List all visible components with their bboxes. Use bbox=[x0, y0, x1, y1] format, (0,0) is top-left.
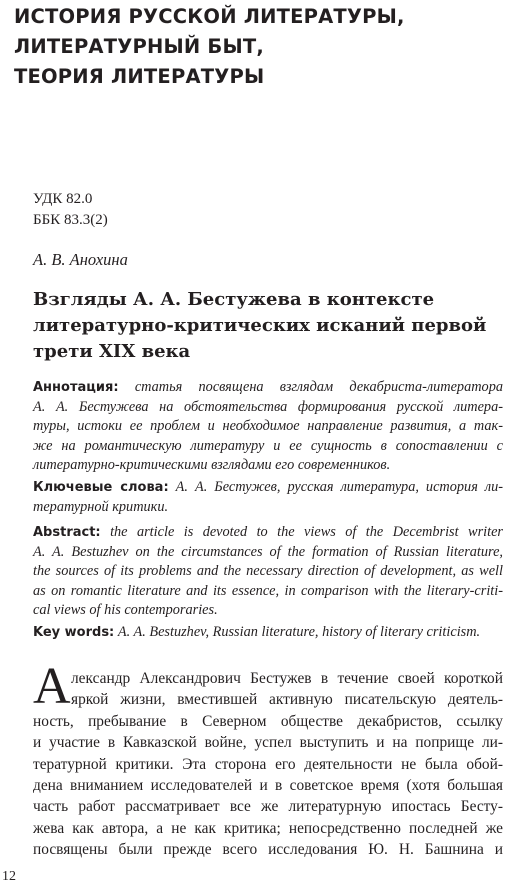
body-line: тературной критики. Эта сторона его деятельности не была обой- bbox=[33, 755, 503, 773]
keywords-en-text: A. A. Bestuzhev, Russian literature, history of literary criticism. bbox=[117, 624, 481, 640]
body-line: посвящены были прежде всего исследования Ю. Н. Башнина и bbox=[33, 841, 503, 859]
abstract-en-text: the article is devoted to the views of the Decembrist writer bbox=[110, 524, 503, 540]
abstract-en-line: as on romantic literature and its essence, in comparison with the literary-criti- bbox=[33, 582, 503, 599]
section-heading-line: ИСТОРИЯ РУССКОЙ ЛИТЕРАТУРЫ, bbox=[14, 5, 405, 28]
annotation-line: А. А. Бестужева на обстоятельства формирования русской литера- bbox=[33, 398, 503, 415]
page-number: 12 bbox=[2, 869, 16, 884]
udk-code: УДК 82.0 bbox=[33, 191, 93, 207]
keywords-ru bbox=[33, 478, 503, 517]
annotation-ru bbox=[33, 378, 503, 476]
article-title bbox=[33, 287, 503, 365]
body-line: и участие в Кавказской войне, успел выступить и на поприще ли- bbox=[33, 734, 503, 752]
abstract-en-line: cal views of his contemporaries. bbox=[33, 602, 218, 619]
annotation-label: Аннотация: bbox=[33, 380, 119, 395]
section-heading bbox=[14, 2, 494, 92]
abstract-en bbox=[33, 523, 503, 621]
abstract-en-line: the sources of its problems and the necessary direction of development, as well bbox=[33, 563, 503, 580]
article-title-line: литературно-критических исканий первой bbox=[33, 315, 487, 336]
abstract-en-line bbox=[33, 523, 503, 543]
section-heading-line: ТЕОРИЯ ЛИТЕРАТУРЫ bbox=[14, 65, 265, 88]
drop-cap: А bbox=[33, 658, 71, 715]
bbk-code: ББК 83.3(2) bbox=[33, 212, 108, 228]
author-name: А. В. Анохина bbox=[33, 250, 128, 269]
keywords-ru-line bbox=[33, 478, 503, 498]
body-line: жева как автора, а не как критика; непосредственно последней же bbox=[33, 819, 503, 837]
annotation-line: литературно-критическими взглядами его современников. bbox=[33, 457, 391, 474]
body-paragraph bbox=[33, 668, 503, 861]
abstract-en-label: Abstract: bbox=[33, 525, 101, 540]
keywords-en-label: Key words: bbox=[33, 625, 115, 640]
keywords-ru-text: А. А. Бестужев, русская литература, история ли- bbox=[175, 479, 503, 495]
keywords-en bbox=[33, 623, 503, 643]
section-heading-line: ЛИТЕРАТУРНЫЙ БЫТ, bbox=[14, 35, 264, 58]
body-line: дена вниманием исследователей и в советское время (хотя большая bbox=[33, 777, 503, 795]
keywords-ru-line: тературной критики. bbox=[33, 498, 169, 515]
body-line: яркой жизни, вместившей активную писательскую деятель- bbox=[71, 691, 503, 709]
classification-codes bbox=[33, 189, 108, 231]
body-line: ность, пребывание в Северном обществе декабристов, ссылку bbox=[33, 712, 503, 730]
body-line: часть работ рассматривает все же литературную ипостась Бесту- bbox=[33, 798, 503, 816]
keywords-ru-label: Ключевые слова: bbox=[33, 480, 169, 495]
annotation-line bbox=[33, 378, 503, 398]
abstract-en-line: A. A. Bestuzhev on the circumstances of the formation of Russian literature, bbox=[33, 543, 503, 560]
keywords-en-line bbox=[33, 623, 503, 643]
body-line: лександр Александрович Бестужев в течение своей короткой bbox=[71, 670, 503, 687]
annotation-text: статья посвящена взглядам декабриста-литератора bbox=[134, 379, 504, 395]
annotation-line: туры, истоки ее проблем и необходимое направление развития, а так- bbox=[33, 418, 503, 435]
annotation-line: же на романтическую литературу и ее сущность в сопоставлении с bbox=[33, 437, 503, 454]
article-title-line: Взгляды А. А. Бестужева в контексте bbox=[33, 289, 435, 310]
article-title-line: трети XIX века bbox=[33, 341, 191, 362]
